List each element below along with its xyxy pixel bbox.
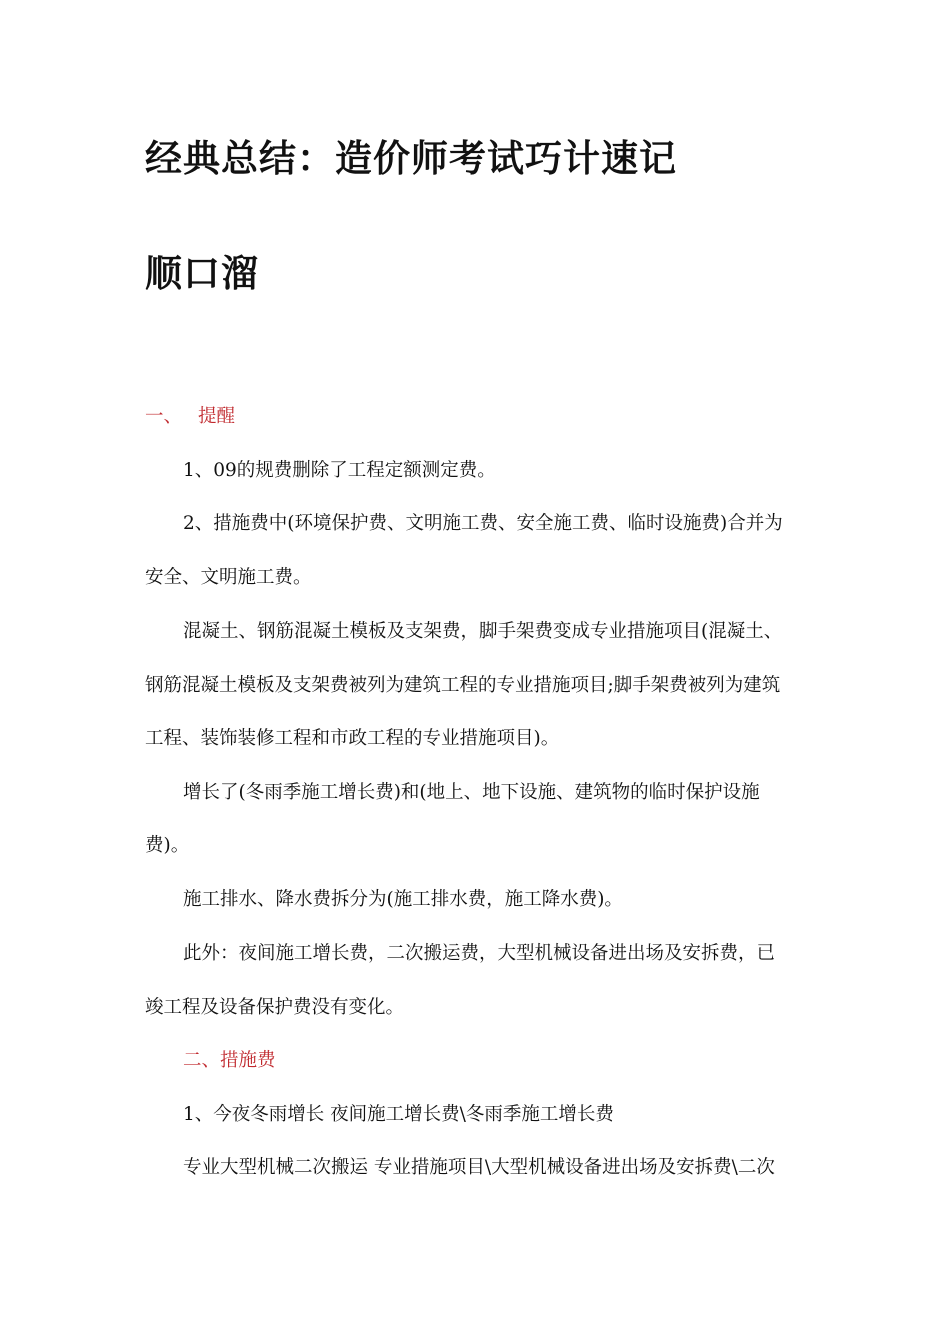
paragraph-line: 费)。	[145, 835, 190, 856]
paragraph-line: 施工排水、降水费拆分为(施工排水费，施工降水费)。	[183, 889, 623, 910]
paragraph-line: 1、09的规费删除了工程定额测定费。	[183, 460, 496, 481]
paragraph-line: 安全、文明施工费。	[145, 567, 312, 588]
section-2-heading: 二、措施费	[183, 1050, 276, 1071]
section-1-number: 一、	[145, 406, 183, 427]
paragraph-line: 工程、装饰装修工程和市政工程的专业措施项目)。	[145, 728, 560, 749]
section-1-title: 提醒	[198, 406, 236, 427]
paragraph-line: 竣工程及设备保护费没有变化。	[145, 997, 405, 1018]
paragraph-line: 钢筋混凝土模板及支架费被列为建筑工程的专业措施项目;脚手架费被列为建筑	[145, 675, 781, 696]
paragraph-line: 混凝土、钢筋混凝土模板及支架费，脚手架费变成专业措施项目(混凝土、	[183, 621, 783, 642]
paragraph-line: 1、今夜冬雨增长 夜间施工增长费\冬雨季施工增长费	[183, 1104, 614, 1125]
paragraph-line: 增长了(冬雨季施工增长费)和(地上、地下设施、建筑物的临时保护设施	[183, 782, 760, 803]
paragraph-line: 此外：夜间施工增长费，二次搬运费，大型机械设备进出场及安拆费，已	[183, 943, 776, 964]
section-1-heading	[145, 405, 235, 429]
document-title-line-1: 经典总结：造价师考试巧计速记	[145, 137, 677, 180]
paragraph-line: 2、措施费中(环境保护费、文明施工费、安全施工费、临时设施费)合并为	[183, 513, 783, 534]
paragraph-line: 专业大型机械二次搬运 专业措施项目\大型机械设备进出场及安拆费\二次	[183, 1157, 775, 1178]
document-title-line-2: 顺口溜	[145, 252, 259, 295]
